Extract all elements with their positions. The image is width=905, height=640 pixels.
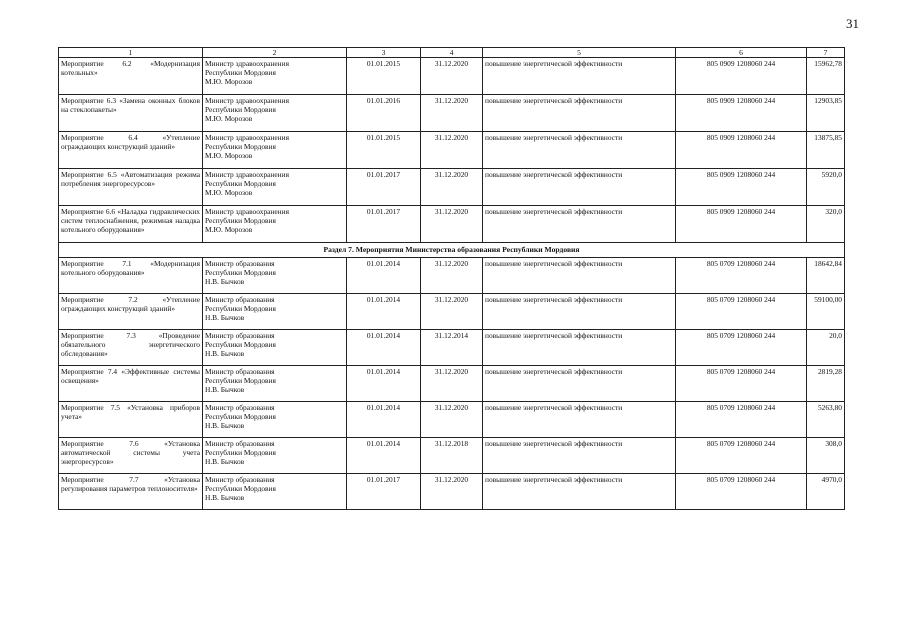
section-row (59, 243, 845, 258)
expected-result: повышение энергетической эффективности (483, 330, 676, 366)
executor-line: Республики Мордовия (205, 179, 276, 188)
executor-line: Республики Мордовия (205, 68, 276, 77)
executor-line: Н.В. Бычков (205, 385, 245, 394)
table-row (59, 169, 845, 206)
measure-name: Мероприятие 7.7 «Установка регулирования параметров теплоносителя» (59, 474, 203, 510)
measure-name: Мероприятие 7.2 «Утепление ограждающих конструкций зданий» (59, 294, 203, 330)
expected-result: повышение энергетической эффективности (483, 438, 676, 474)
measure-name: Мероприятие 7.5 «Установка приборов учета» (59, 402, 203, 438)
start-date: 01.01.2014 (347, 438, 421, 474)
executor (203, 294, 347, 330)
amount: 5263,80 (807, 402, 845, 438)
amount: 5920,0 (807, 169, 845, 206)
executor-line: Министр здравоохранения (205, 59, 289, 68)
header-cell: 2 (203, 48, 347, 58)
executor-line: М.Ю. Морозов (205, 225, 253, 234)
start-date: 01.01.2014 (347, 330, 421, 366)
measure-name: Мероприятие 6.4 «Утепление ограждающих конструкций зданий» (59, 132, 203, 169)
start-date: 01.01.2017 (347, 206, 421, 243)
executor-line: Министр образования (205, 367, 275, 376)
executor (203, 366, 347, 402)
amount: 308,0 (807, 438, 845, 474)
executor-line: Министр образования (205, 475, 275, 484)
amount: 12903,85 (807, 95, 845, 132)
header-cell: 6 (676, 48, 807, 58)
budget-code: 805 0709 1208060 244 (676, 438, 807, 474)
executor-line: М.Ю. Морозов (205, 114, 253, 123)
end-date: 31.12.2018 (421, 438, 483, 474)
measure-name: Мероприятие 7.3 «Проведение обязательного энергетического обследования» (59, 330, 203, 366)
executor (203, 95, 347, 132)
amount: 15962,78 (807, 58, 845, 95)
start-date: 01.01.2014 (347, 294, 421, 330)
budget-code: 805 0709 1208060 244 (676, 258, 807, 294)
budget-code: 805 0709 1208060 244 (676, 402, 807, 438)
budget-code: 805 0909 1208060 244 (676, 169, 807, 206)
executor-line: Министр образования (205, 403, 275, 412)
executor-line: Н.В. Бычков (205, 493, 245, 502)
executor (203, 132, 347, 169)
table-row (59, 330, 845, 366)
executor-line: Республики Мордовия (205, 142, 276, 151)
executor-line: Республики Мордовия (205, 412, 276, 421)
executor (203, 258, 347, 294)
executor (203, 438, 347, 474)
amount: 320,0 (807, 206, 845, 243)
end-date: 31.12.2020 (421, 206, 483, 243)
amount: 18642,84 (807, 258, 845, 294)
expected-result: повышение энергетической эффективности (483, 206, 676, 243)
expected-result: повышение энергетической эффективности (483, 169, 676, 206)
table-row (59, 366, 845, 402)
measure-name: Мероприятие 6.2 «Модернизация котельных» (59, 58, 203, 95)
executor-line: Министр образования (205, 259, 275, 268)
header-cell: 4 (421, 48, 483, 58)
expected-result: повышение энергетической эффективности (483, 366, 676, 402)
expected-result: повышение энергетической эффективности (483, 95, 676, 132)
executor-line: М.Ю. Морозов (205, 151, 253, 160)
table-row (59, 58, 845, 95)
executor (203, 169, 347, 206)
amount: 20,0 (807, 330, 845, 366)
start-date: 01.01.2015 (347, 58, 421, 95)
measure-name: Мероприятие 7.4 «Эффективные системы освещения» (59, 366, 203, 402)
executor-line: Министр здравоохранения (205, 96, 289, 105)
budget-code: 805 0709 1208060 244 (676, 474, 807, 510)
executor (203, 330, 347, 366)
measure-name: Мероприятие 7.1 «Модернизация котельного оборудования» (59, 258, 203, 294)
executor (203, 206, 347, 243)
budget-code: 805 0709 1208060 244 (676, 330, 807, 366)
budget-code: 805 0709 1208060 244 (676, 294, 807, 330)
expected-result: повышение энергетической эффективности (483, 58, 676, 95)
executor (203, 58, 347, 95)
budget-code: 805 0709 1208060 244 (676, 366, 807, 402)
end-date: 31.12.2020 (421, 58, 483, 95)
expected-result: повышение энергетической эффективности (483, 474, 676, 510)
executor-line: Республики Мордовия (205, 268, 276, 277)
executor-line: Республики Мордовия (205, 216, 276, 225)
start-date: 01.01.2016 (347, 95, 421, 132)
budget-code: 805 0909 1208060 244 (676, 58, 807, 95)
end-date: 31.12.2020 (421, 474, 483, 510)
table-body (59, 48, 845, 510)
amount: 13875,85 (807, 132, 845, 169)
executor-line: Республики Мордовия (205, 340, 276, 349)
end-date: 31.12.2020 (421, 258, 483, 294)
table-row (59, 95, 845, 132)
executor-line: Министр образования (205, 295, 275, 304)
executor-line: Министр здравоохранения (205, 170, 289, 179)
measure-name: Мероприятие 6.6 «Наладка гидравлических систем теплоснабжения, режимная наладка котельного оборудования» (59, 206, 203, 243)
header-cell: 3 (347, 48, 421, 58)
end-date: 31.12.2020 (421, 132, 483, 169)
executor-line: Министр образования (205, 439, 275, 448)
table-row (59, 402, 845, 438)
measure-name: Мероприятие 7.6 «Установка автоматической системы учета энергоресурсов» (59, 438, 203, 474)
measures-table (58, 47, 845, 510)
executor-line: Министр здравоохранения (205, 207, 289, 216)
header-cell: 1 (59, 48, 203, 58)
header-row (59, 48, 845, 58)
executor-line: Республики Мордовия (205, 105, 276, 114)
start-date: 01.01.2015 (347, 132, 421, 169)
end-date: 31.12.2020 (421, 294, 483, 330)
executor (203, 402, 347, 438)
executor-line: Н.В. Бычков (205, 277, 245, 286)
executor-line: Н.В. Бычков (205, 349, 245, 358)
executor-line: Министр образования (205, 331, 275, 340)
budget-code: 805 0909 1208060 244 (676, 132, 807, 169)
table-row (59, 206, 845, 243)
executor-line: Министр здравоохранения (205, 133, 289, 142)
executor (203, 474, 347, 510)
expected-result: повышение энергетической эффективности (483, 132, 676, 169)
start-date: 01.01.2014 (347, 258, 421, 294)
expected-result: повышение энергетической эффективности (483, 258, 676, 294)
executor-line: Н.В. Бычков (205, 313, 245, 322)
start-date: 01.01.2017 (347, 474, 421, 510)
executor-line: Н.В. Бычков (205, 457, 245, 466)
table-row (59, 294, 845, 330)
end-date: 31.12.2014 (421, 330, 483, 366)
amount: 4970,0 (807, 474, 845, 510)
budget-code: 805 0909 1208060 244 (676, 95, 807, 132)
end-date: 31.12.2020 (421, 402, 483, 438)
start-date: 01.01.2014 (347, 402, 421, 438)
executor-line: Республики Мордовия (205, 304, 276, 313)
header-cell: 7 (807, 48, 845, 58)
expected-result: повышение энергетической эффективности (483, 294, 676, 330)
executor-line: Республики Мордовия (205, 448, 276, 457)
measure-name: Мероприятие 6.5 «Автоматизация режима потребления энергоресурсов» (59, 169, 203, 206)
end-date: 31.12.2020 (421, 366, 483, 402)
start-date: 01.01.2017 (347, 169, 421, 206)
table-row (59, 258, 845, 294)
header-cell: 5 (483, 48, 676, 58)
executor-line: М.Ю. Морозов (205, 188, 253, 197)
section-title: Раздел 7. Мероприятия Министерства образования Республики Мордовия (59, 243, 845, 258)
executor-line: Республики Мордовия (205, 376, 276, 385)
end-date: 31.12.2020 (421, 95, 483, 132)
executor-line: Н.В. Бычков (205, 421, 245, 430)
expected-result: повышение энергетической эффективности (483, 402, 676, 438)
executor-line: Республики Мордовия (205, 484, 276, 493)
budget-code: 805 0909 1208060 244 (676, 206, 807, 243)
page-number: 31 (846, 16, 859, 31)
measure-name: Мероприятие 6.3 «Замена оконных блоков на стеклопакеты» (59, 95, 203, 132)
start-date: 01.01.2014 (347, 366, 421, 402)
executor-line: М.Ю. Морозов (205, 77, 253, 86)
amount: 59100,00 (807, 294, 845, 330)
amount: 2819,28 (807, 366, 845, 402)
table-row (59, 474, 845, 510)
table-row (59, 438, 845, 474)
table-row (59, 132, 845, 169)
end-date: 31.12.2020 (421, 169, 483, 206)
